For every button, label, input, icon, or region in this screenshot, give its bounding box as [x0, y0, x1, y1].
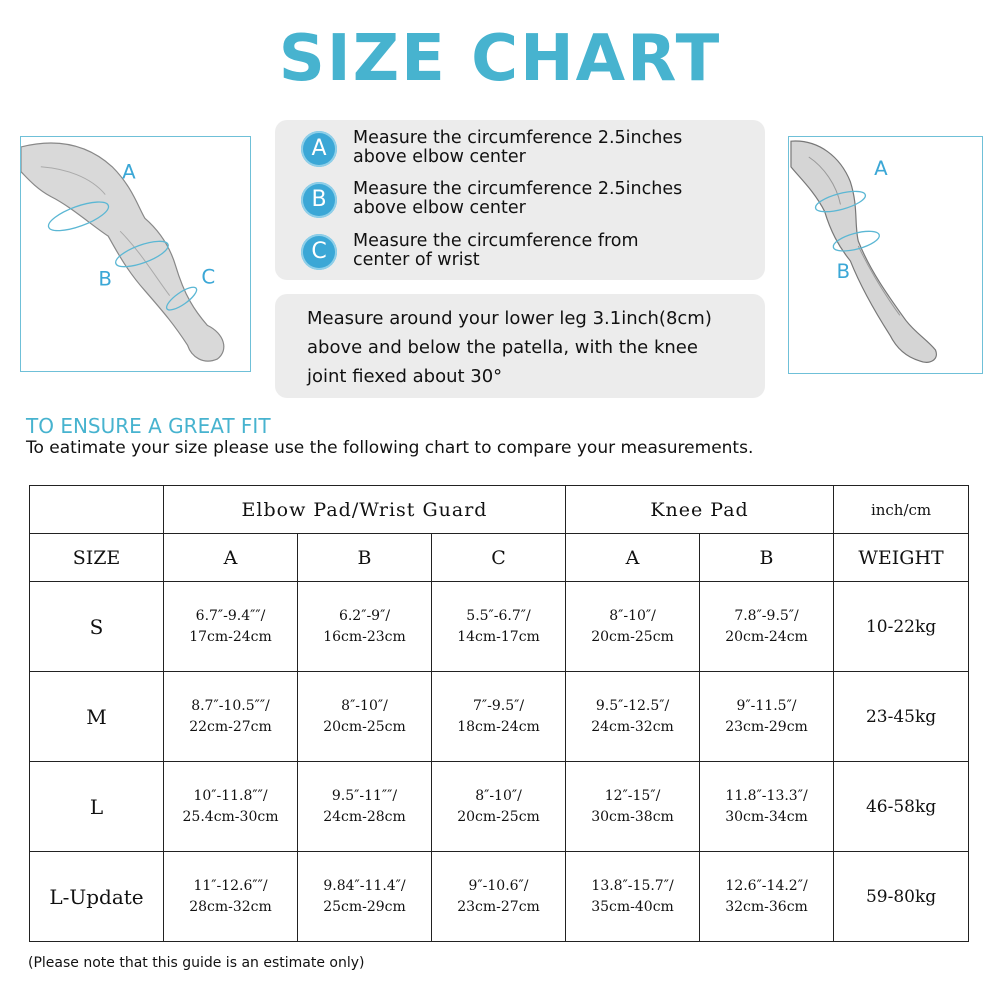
step-c: [301, 232, 751, 276]
leg-line2: above and below the patella, with the knee: [307, 337, 698, 358]
step-a-line1: Measure the circumference 2.5inches: [353, 128, 683, 148]
measure-cell: [164, 582, 298, 672]
measure-cell: [700, 762, 834, 852]
cell-cm: 20cm-24cm: [725, 628, 808, 645]
measure-cell: [566, 582, 700, 672]
leg-line1: Measure around your lower leg 3.1inch(8cm): [307, 308, 712, 329]
weight-cell: 23-45kg: [834, 672, 969, 762]
leg-illustration: [788, 136, 983, 374]
cell-inch: 12.6″-14.2″/: [725, 877, 808, 894]
cell-cm: 35cm-40cm: [591, 898, 674, 915]
table-column-header-row: [30, 534, 969, 582]
step-c-line1: Measure the circumference from: [353, 231, 639, 251]
arm-label-a: A: [122, 160, 136, 184]
step-b-text: [353, 180, 753, 218]
fit-heading: TO ENSURE A GREAT FIT: [26, 414, 271, 438]
measure-cell: [700, 582, 834, 672]
cell-inch: 11.8″-13.3″/: [725, 787, 808, 804]
measure-cell: [700, 852, 834, 942]
cell-cm: 28cm-32cm: [189, 898, 272, 915]
cell-cm: 20cm-25cm: [323, 718, 406, 735]
step-b-line1: Measure the circumference 2.5inches: [353, 179, 683, 199]
cell-cm: 25.4cm-30cm: [182, 808, 279, 825]
cell-inch: 7.8″-9.5″/: [734, 607, 799, 624]
weight-cell: 46-58kg: [834, 762, 969, 852]
cell-cm: 30cm-34cm: [725, 808, 808, 825]
measure-cell: [432, 852, 566, 942]
weight-cell: 59-80kg: [834, 852, 969, 942]
column-header: WEIGHT: [834, 534, 969, 582]
step-b-badge: B: [301, 182, 337, 218]
cell-inch: 11″-12.6″″/: [193, 877, 268, 894]
measure-cell: [298, 762, 432, 852]
step-a-badge: A: [301, 131, 337, 167]
measure-cell: [700, 672, 834, 762]
size-table: [29, 485, 969, 942]
table-row: [30, 762, 969, 852]
cell-inch: 9″-10.6″/: [468, 877, 529, 894]
cell-inch: 13.8″-15.7″/: [591, 877, 674, 894]
step-a: [301, 129, 751, 173]
arm-drawing: [21, 137, 250, 371]
cell-inch: 8″-10″/: [475, 787, 522, 804]
column-header: C: [432, 534, 566, 582]
cell-inch: 8″-10″/: [609, 607, 656, 624]
table-row: [30, 582, 969, 672]
measurement-steps: [275, 120, 765, 280]
cell-inch: 5.5″-6.7″/: [466, 607, 531, 624]
step-b: [301, 180, 751, 224]
table-row: [30, 672, 969, 762]
measure-cell: [432, 762, 566, 852]
step-c-badge: C: [301, 234, 337, 270]
cell-cm: 23cm-29cm: [725, 718, 808, 735]
cell-cm: 24cm-28cm: [323, 808, 406, 825]
table-corner-cell: [30, 486, 164, 534]
column-header: A: [566, 534, 700, 582]
size-cell: M: [30, 672, 164, 762]
cell-cm: 17cm-24cm: [189, 628, 272, 645]
measure-cell: [298, 672, 432, 762]
cell-cm: 24cm-32cm: [591, 718, 674, 735]
cell-cm: 18cm-24cm: [457, 718, 540, 735]
step-a-text: [353, 129, 753, 167]
column-header: SIZE: [30, 534, 164, 582]
cell-inch: 7″-9.5″/: [472, 697, 525, 714]
table-row: [30, 852, 969, 942]
cell-inch: 9.5″-12.5″/: [595, 697, 670, 714]
column-header: B: [700, 534, 834, 582]
step-c-text: [353, 232, 753, 270]
step-c-line2: center of wrist: [353, 250, 480, 270]
measure-cell: [432, 582, 566, 672]
cell-cm: 20cm-25cm: [591, 628, 674, 645]
measure-cell: [566, 762, 700, 852]
measure-cell: [298, 582, 432, 672]
measure-cell: [432, 672, 566, 762]
measure-cell: [298, 852, 432, 942]
arm-label-b: B: [98, 267, 112, 291]
leg-label-a: A: [874, 156, 888, 180]
cell-inch: 6.7″-9.4″″/: [195, 607, 266, 624]
size-cell: L: [30, 762, 164, 852]
size-cell: S: [30, 582, 164, 672]
arm-label-c: C: [201, 265, 216, 289]
group-header-elbow: Elbow Pad/Wrist Guard: [164, 486, 566, 534]
measure-cell: [566, 852, 700, 942]
cell-inch: 8″-10″/: [341, 697, 388, 714]
arm-illustration: [20, 136, 251, 372]
step-a-line2: above elbow center: [353, 147, 526, 167]
leg-instructions: [275, 294, 765, 398]
cell-inch: 9″-11.5″/: [736, 697, 797, 714]
cell-inch: 12″-15″/: [604, 787, 661, 804]
cell-inch: 8.7″-10.5″″/: [191, 697, 270, 714]
cell-inch: 9.84″-11.4″/: [323, 877, 406, 894]
measure-cell: [164, 852, 298, 942]
measure-cell: [164, 762, 298, 852]
fit-subtext: To eatimate your size please use the following chart to compare your measurements.: [26, 438, 754, 458]
cell-cm: 20cm-25cm: [457, 808, 540, 825]
leg-label-b: B: [836, 259, 851, 283]
cell-cm: 30cm-38cm: [591, 808, 674, 825]
page-title: SIZE CHART: [278, 22, 722, 96]
column-header: A: [164, 534, 298, 582]
leg-line3: joint fiexed about 30°: [307, 366, 503, 387]
cell-cm: 14cm-17cm: [457, 628, 540, 645]
cell-cm: 32cm-36cm: [725, 898, 808, 915]
unit-label: inch/cm: [834, 486, 969, 534]
cell-cm: 22cm-27cm: [189, 718, 272, 735]
group-header-knee: Knee Pad: [566, 486, 834, 534]
measure-cell: [566, 672, 700, 762]
cell-cm: 23cm-27cm: [457, 898, 540, 915]
cell-cm: 25cm-29cm: [323, 898, 406, 915]
cell-inch: 9.5″-11″″/: [331, 787, 398, 804]
size-cell: L-Update: [30, 852, 164, 942]
table-group-header-row: [30, 486, 969, 534]
step-b-line2: above elbow center: [353, 198, 526, 218]
column-header: B: [298, 534, 432, 582]
cell-inch: 10″-11.8″″/: [193, 787, 268, 804]
disclaimer-note: (Please note that this guide is an estimate only): [28, 955, 365, 971]
cell-inch: 6.2″-9″/: [338, 607, 391, 624]
measure-cell: [164, 672, 298, 762]
leg-instructions-text: [307, 304, 755, 391]
cell-cm: 16cm-23cm: [323, 628, 406, 645]
leg-drawing: [789, 137, 982, 373]
weight-cell: 10-22kg: [834, 582, 969, 672]
